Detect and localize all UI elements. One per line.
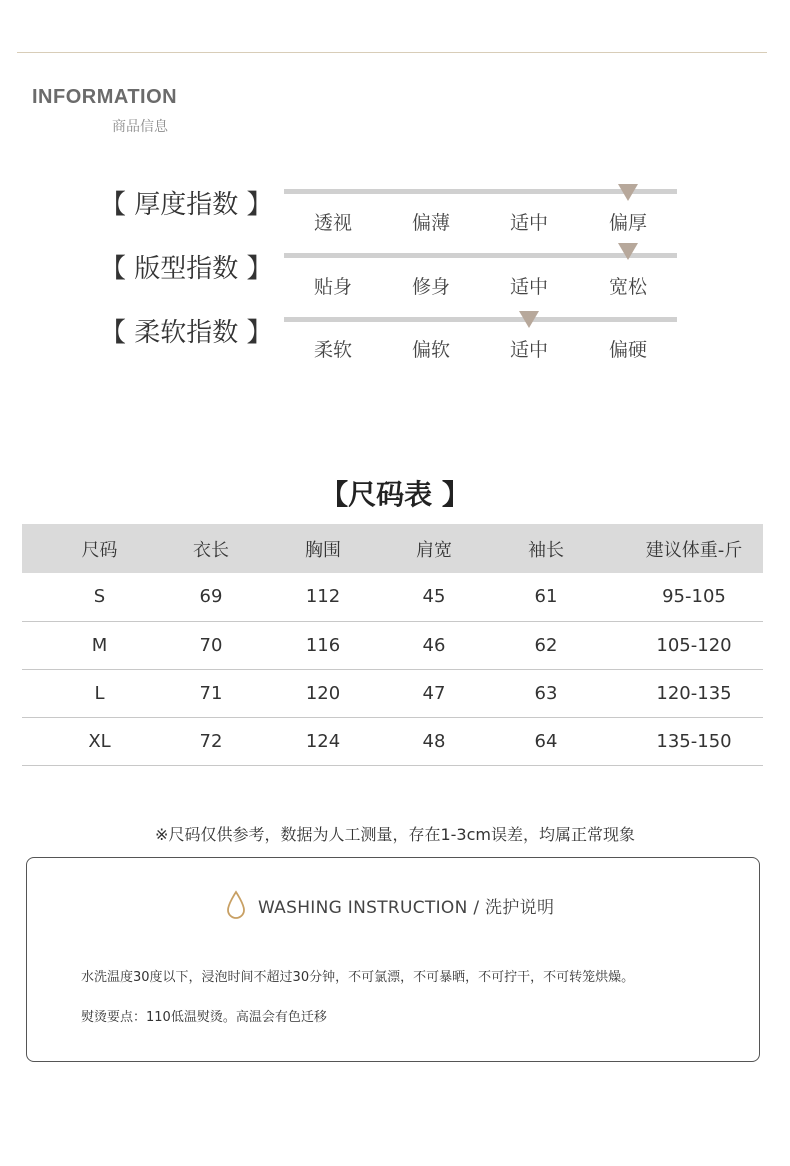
thickness-index-marker	[618, 184, 638, 201]
table-cell: M	[22, 621, 177, 669]
table-cell: 70	[177, 621, 245, 669]
top-divider	[17, 52, 767, 53]
table-cell: 64	[467, 717, 625, 765]
table-row	[22, 717, 763, 765]
table-cell: 63	[467, 669, 625, 717]
ironing-instruction-text: 熨烫要点：110低温熨烫。高温会有色迁移	[81, 1010, 327, 1025]
table-row	[22, 669, 763, 717]
fit-option: 适中	[509, 276, 548, 298]
fit-option: 宽松	[608, 276, 647, 298]
thickness-option: 偏厚	[608, 212, 647, 234]
size-table-header: 肩宽	[401, 524, 467, 573]
table-cell: S	[22, 573, 177, 621]
table-cell: 124	[245, 717, 401, 765]
table-cell: 120-135	[625, 669, 763, 717]
fit-option: 修身	[411, 276, 450, 298]
thickness-option: 适中	[509, 212, 548, 234]
softness-option: 柔软	[313, 339, 352, 361]
table-cell: L	[22, 669, 177, 717]
size-table-header-row	[22, 524, 763, 573]
size-table-header: 尺码	[22, 524, 177, 573]
information-title: INFORMATION	[32, 86, 178, 108]
washing-header	[226, 890, 554, 920]
table-cell: 135-150	[625, 717, 763, 765]
size-table-header: 胸围	[245, 524, 401, 573]
table-cell: 116	[245, 621, 401, 669]
size-table-header: 袖长	[467, 524, 625, 573]
softness-option: 适中	[509, 339, 548, 361]
table-row	[22, 573, 763, 621]
softness-option: 偏硬	[608, 339, 647, 361]
table-cell: 62	[467, 621, 625, 669]
table-cell: 71	[177, 669, 245, 717]
size-table-header: 建议体重-斤	[625, 524, 763, 573]
table-cell: 48	[401, 717, 467, 765]
table-cell: 105-120	[625, 621, 763, 669]
table-cell: 95-105	[625, 573, 763, 621]
softness-option: 偏软	[411, 339, 450, 361]
table-cell: 72	[177, 717, 245, 765]
table-cell: 69	[177, 573, 245, 621]
softness-index-track	[284, 317, 677, 322]
fit-option: 贴身	[313, 276, 352, 298]
size-disclaimer-note: ※尺码仅供参考，数据为人工测量，存在1-3cm误差，均属正常现象	[155, 825, 635, 844]
washing-instruction-text: 水洗温度30度以下，浸泡时间不超过30分钟，不可氯漂，不可暴晒，不可拧干，不可转笼烘燥。	[81, 970, 635, 985]
washing-title: WASHING INSTRUCTION / 洗护说明	[258, 897, 555, 918]
table-cell: 46	[401, 621, 467, 669]
fit-index-label: 【 版型指数 】	[100, 254, 273, 284]
table-cell: 61	[467, 573, 625, 621]
size-chart-title: 【尺码表 】	[320, 478, 470, 511]
thickness-option: 偏薄	[411, 212, 450, 234]
water-drop-icon	[226, 890, 246, 920]
table-row	[22, 621, 763, 669]
softness-index-marker	[519, 311, 539, 328]
table-cell: 112	[245, 573, 401, 621]
table-cell: 47	[401, 669, 467, 717]
size-table	[22, 524, 763, 766]
softness-index-label: 【 柔软指数 】	[100, 318, 273, 348]
washing-instruction-box	[26, 857, 760, 1062]
size-table-header: 衣长	[177, 524, 245, 573]
information-subtitle: 商品信息	[112, 119, 168, 135]
thickness-option: 透视	[313, 212, 352, 234]
table-cell: 120	[245, 669, 401, 717]
table-cell: XL	[22, 717, 177, 765]
table-cell: 45	[401, 573, 467, 621]
thickness-index-label: 【 厚度指数 】	[100, 190, 273, 220]
fit-index-marker	[618, 243, 638, 260]
